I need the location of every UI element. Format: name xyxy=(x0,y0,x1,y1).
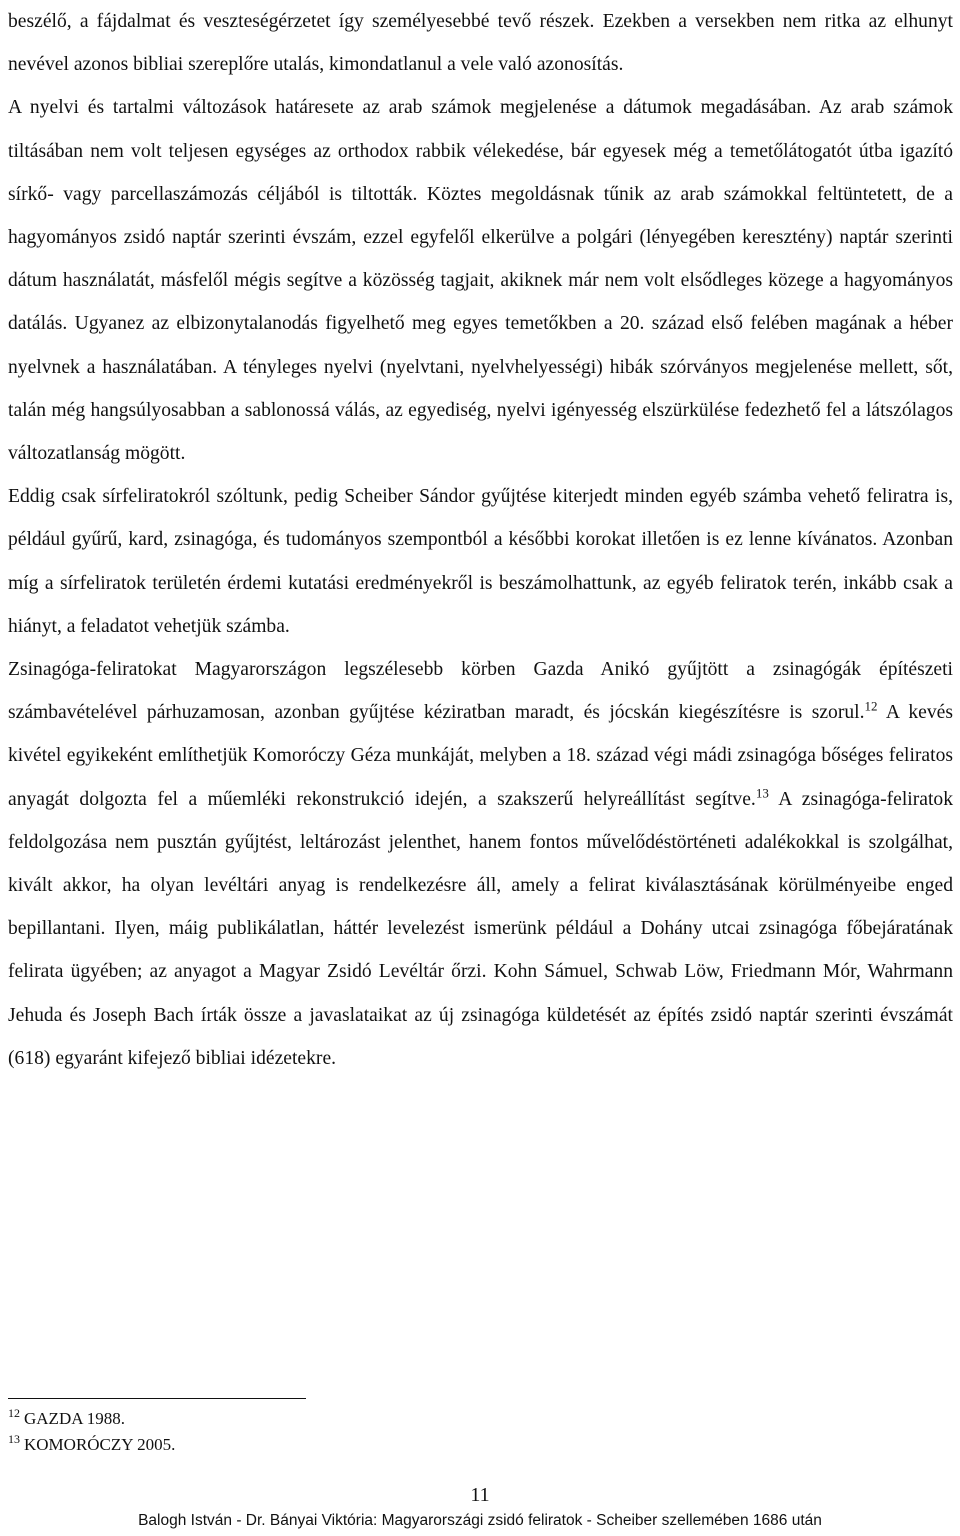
paragraph-4-part-c: A zsinagóga-feliratok feldolgozása nem pusztán gyűjtést, leltározást jelenthet, hanem fontos művelődéstörténeti adalékokkal is szolgálhat, kivált akkor, ha olyan levéltári anyag is rendelkezésre áll, amely a felirat kiválasztásának körülményeibe enged bepillantani. Ilyen, máig publikálatlan, háttér levelezést ismerünk például a Dohány utcai zsinagóga főbejáratának felirata ügyében; az anyagot a Magyar Zsidó Levéltár őrzi. Kohn Sámuel, Schwab Löw, Friedmann Mór, Wahrmann Jehuda és Joseph Bach írták össze a javaslataikat az új zsinagóga küldetését az építés zsidó naptár szerinti évszámát (618) egyaránt kifejező bibliai idézetekre. xyxy=(8,788,953,1069)
document-page xyxy=(8,0,953,1080)
paragraph-4 xyxy=(8,648,953,1080)
paragraph-4-part-a: Zsinagóga-feliratokat Magyarországon legszélesebb körben Gazda Anikó gyűjtött a zsinagógák építészeti számbavételével párhuzamosan, azonban gyűjtése kéziratban maradt, és jócskán kiegészítésre is szorul. xyxy=(8,659,953,724)
footnote-text: KOMORÓCZY 2005. xyxy=(24,1435,176,1454)
running-footer: Balogh István - Dr. Bányai Viktória: Magyarországi zsidó feliratok - Scheiber szellemében 1686 után xyxy=(138,1512,822,1529)
paragraph-1: beszélő, a fájdalmat és veszteségérzetet így személyesebbé tevő részek. Ezekben a versekben nem ritka az elhunyt nevével azonos bibliai szereplőre utalás, kimondatlanul a vele való azonosítás. xyxy=(8,11,953,76)
page-number: 11 xyxy=(470,1484,490,1506)
footnote-12 xyxy=(8,1406,175,1432)
paragraph-2: A nyelvi és tartalmi változások határesete az arab számok megjelenése a dátumok megadásában. Az arab számok tiltásában nem volt teljesen egységes az orthodox rabbik vélekedése, bár egyesek még a temetőlátogatót útba igazító sírkő- vagy parcellaszámozás céljából is tiltották. Köztes megoldásnak tűnik az arab számokkal feltüntetett, de a hagyományos zsidó naptár szerinti évszám, ezzel egyfelől elkerülve a polgári (lényegében keresztény) naptár szerinti dátum használatát, másfelől mégis segítve a közösség tagjait, akiknek már nem volt elsődleges közege a hagyományos datálás. Ugyanez az elbizonytalanodás figyelhető meg egyes temetőkben a 20. század első felében magának a héber nyelvnek a használatában. A tényleges nyelvi (nyelvtani, nyelvhelyességi) hibák szórványos megjelenése mellett, sőt, talán még hangsúlyosabban a sablonossá válás, az egyediség, nyelvi igényesség elszürkülése fedezhető fel a látszólagos változatlanság mögött. xyxy=(8,97,953,465)
footnote-text: GAZDA 1988. xyxy=(24,1409,126,1428)
footnote-separator xyxy=(8,1398,306,1399)
paragraph-4-part-b: A kevés kivétel egyikeként említhetjük Komoróczy Géza munkáját, melyben a 18. század végi mádi zsinagóga bőséges feliratos anyagát dolgozta fel a műemléki rekonstrukció idején, a szakszerű helyreállítást segítve. xyxy=(8,702,953,810)
paragraph-3: Eddig csak sírfeliratokról szóltunk, pedig Scheiber Sándor gyűjtése kiterjedt minden egyéb számba vehető feliratra is, például gyűrű, kard, zsinagóga, és tudományos szempontból a későbbi korokat illetően is ez lenne kívánatos. Azonban míg a sírfeliratok területén érdemi kutatási eredményekről is beszámolhattunk, az egyéb feliratok terén, inkább csak a hiányt, a feladatot vehetjük számba. xyxy=(8,486,953,637)
footnotes xyxy=(8,1406,175,1458)
footnote-13 xyxy=(8,1432,175,1458)
footnote-reference-12[interactable]: 12 xyxy=(864,698,878,714)
footnote-reference-13[interactable]: 13 xyxy=(755,785,769,801)
footnote-number: 12 xyxy=(8,1406,20,1421)
footnote-number: 13 xyxy=(8,1432,20,1447)
body-text xyxy=(8,0,953,1080)
